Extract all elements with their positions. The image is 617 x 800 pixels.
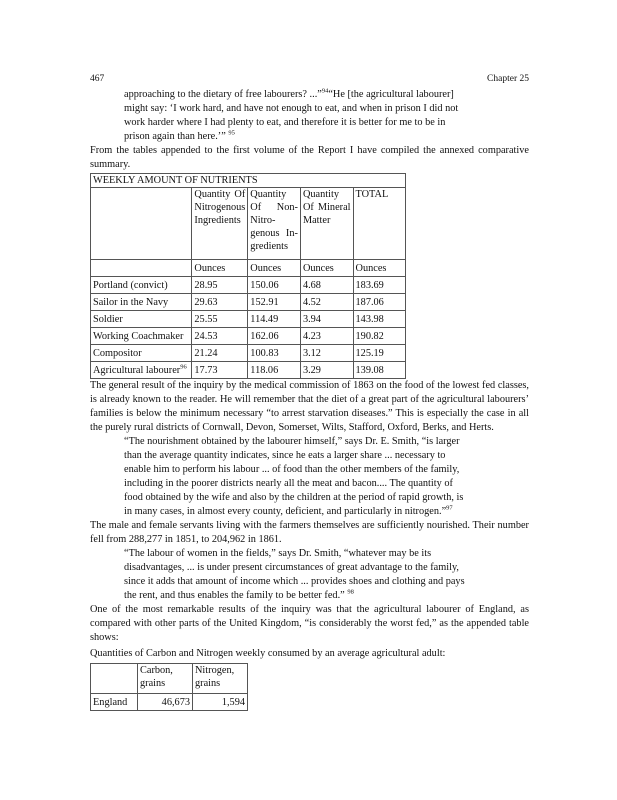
quote-line: including in the poorer districts nearly all the meat and bacon.... The quantity of [124, 478, 453, 489]
table-row [91, 694, 248, 711]
row-label: Agricultural labourer$^{96}$ [91, 362, 192, 379]
table-cell: 28.95 [192, 277, 248, 294]
unit-cell: Ounces [192, 260, 248, 277]
table-row [91, 345, 406, 362]
row-label: England [91, 694, 138, 711]
column-header: Quantity Of Mineral Matter [300, 188, 353, 260]
table-cell: 46,673 [138, 694, 193, 711]
table-cell: 4.23 [300, 328, 353, 345]
table-cell: 21.24 [192, 345, 248, 362]
table-cell: 190.82 [353, 328, 405, 345]
column-header: Quantity Of Nitrogenous Ingredients [192, 188, 248, 260]
table-row [91, 328, 406, 345]
table-header-row [91, 664, 248, 694]
table-cell: 17.73 [192, 362, 248, 379]
quote-block-2 [90, 435, 529, 519]
table-row [91, 311, 406, 328]
quote-line: since it adds that amount of income which ... provides shoes and clothing and pays [124, 576, 465, 587]
table-cell: 4.68 [300, 277, 353, 294]
table-cell: 143.98 [353, 311, 405, 328]
page-header [90, 72, 529, 86]
row-label: Portland (convict) [91, 277, 192, 294]
table-cell: 187.06 [353, 294, 405, 311]
quote-line: in many cases, in almost every county, deficient, and particularly in nitrogen.”$^{97}$ [124, 504, 453, 517]
table-row [91, 362, 406, 379]
quote-line: approaching to the dietary of free labourers? ...”$^{94}$“He [the agricultural labourer] [124, 87, 454, 100]
nutrients-table [90, 173, 406, 379]
quote-line: the rent, and thus enables the family to be better fed.” $^{98}$ [124, 588, 354, 601]
chapter-title: Chapter 25 [487, 74, 529, 84]
table-cell: 139.08 [353, 362, 405, 379]
row-label: Compositor [91, 345, 192, 362]
units-row [91, 260, 406, 277]
row-label: Soldier [91, 311, 192, 328]
page-number: 467 [90, 74, 105, 84]
quote-line: prison again than here.’” $^{95}$ [124, 129, 235, 142]
table-row [91, 294, 406, 311]
footnote-ref[interactable]: 98 [347, 588, 354, 596]
table-title: WEEKLY AMOUNT OF NUTRIENTS [91, 174, 406, 188]
quote-line: might say: ‘I work hard, and have not enough to eat, and when in prison I did not [124, 103, 459, 114]
unit-cell: Ounces [248, 260, 301, 277]
table-cell: 4.52 [300, 294, 353, 311]
paragraph: Quantities of Carbon and Nitrogen weekly consumed by an average agricultural adult: [90, 648, 446, 659]
quote-line: work harder where I had plenty to eat, and therefore it is better for me to be in [124, 117, 446, 128]
unit-cell: Ounces [300, 260, 353, 277]
footnote-ref[interactable]: 95 [228, 129, 235, 137]
table-cell: 118.06 [248, 362, 301, 379]
table-cell: 1,594 [193, 694, 248, 711]
table-cell: 100.83 [248, 345, 301, 362]
column-header: Nitrogen, grains [193, 664, 248, 694]
paragraph: One of the most remarkable results of the inquiry was that the agricultural labourer of England, as compared with other parts of the United Kingdom, “is considerably the worst fed,” as the appended table shows: [90, 604, 529, 643]
unit-cell: Ounces [353, 260, 405, 277]
table-header-row [91, 188, 406, 260]
footnote-ref[interactable]: 97 [446, 504, 453, 512]
column-header: TOTAL [353, 188, 405, 260]
table-cell: 29.63 [192, 294, 248, 311]
paragraph: From the tables appended to the first volume of the Report I have compiled the annexed comparative summary. [90, 145, 529, 170]
table-cell: 162.06 [248, 328, 301, 345]
table-cell: 3.29 [300, 362, 353, 379]
table-cell: 3.12 [300, 345, 353, 362]
row-label: Working Coachmaker [91, 328, 192, 345]
table-cell: 152.91 [248, 294, 301, 311]
footnote-ref[interactable]: 94 [321, 87, 329, 95]
table-cell: 114.49 [248, 311, 301, 328]
table-row [91, 277, 406, 294]
quote-line: “The labour of women in the fields,” says Dr. Smith, “whatever may be its [124, 548, 432, 559]
table-cell: 25.55 [192, 311, 248, 328]
column-header: Quantity Of Non-Nitro- genous In- gredients [248, 188, 301, 260]
table-cell: 125.19 [353, 345, 405, 362]
quote-line: enable him to perform his labour ... of food than the other members of the family, [124, 464, 460, 475]
carbon-nitrogen-table [90, 663, 248, 711]
paragraph: The male and female servants living with the farmers themselves are sufficiently nourished. Their number fell from 288,277 in 1851, to 204,962 in 1861. [90, 520, 529, 545]
quote-line: food obtained by the wife and also by the children at the period of rapid growth, is [124, 492, 464, 503]
table-cell: 24.53 [192, 328, 248, 345]
quote-line: than the average quantity indicates, since he eats a larger share ... necessary to [124, 450, 446, 461]
table-cell: 3.94 [300, 311, 353, 328]
quote-block-1 [90, 88, 529, 144]
row-label: Sailor in the Navy [91, 294, 192, 311]
quote-line: disadvantages, ... is under present circumstances of great advantage to the family, [124, 562, 460, 573]
paragraph: The general result of the inquiry by the medical commission of 1863 on the food of the lowest fed classes, is already known to the reader. He will remember that the diet of a great part of the agricultural labourers’ families is below the minimum necessary “to arrest starvation diseases.” This is especially the case in all the purely rural districts of Cornwall, Devon, Somerset, Wilts, Stafford, Oxford, Berks, and Herts. [90, 380, 529, 433]
table-cell: 150.06 [248, 277, 301, 294]
column-header: Carbon, grains [138, 664, 193, 694]
footnote-ref[interactable]: 96 [180, 363, 187, 371]
quote-line: “The nourishment obtained by the labourer himself,” says Dr. E. Smith, “is larger [124, 436, 460, 447]
table-cell: 183.69 [353, 277, 405, 294]
quote-block-3 [90, 547, 529, 603]
